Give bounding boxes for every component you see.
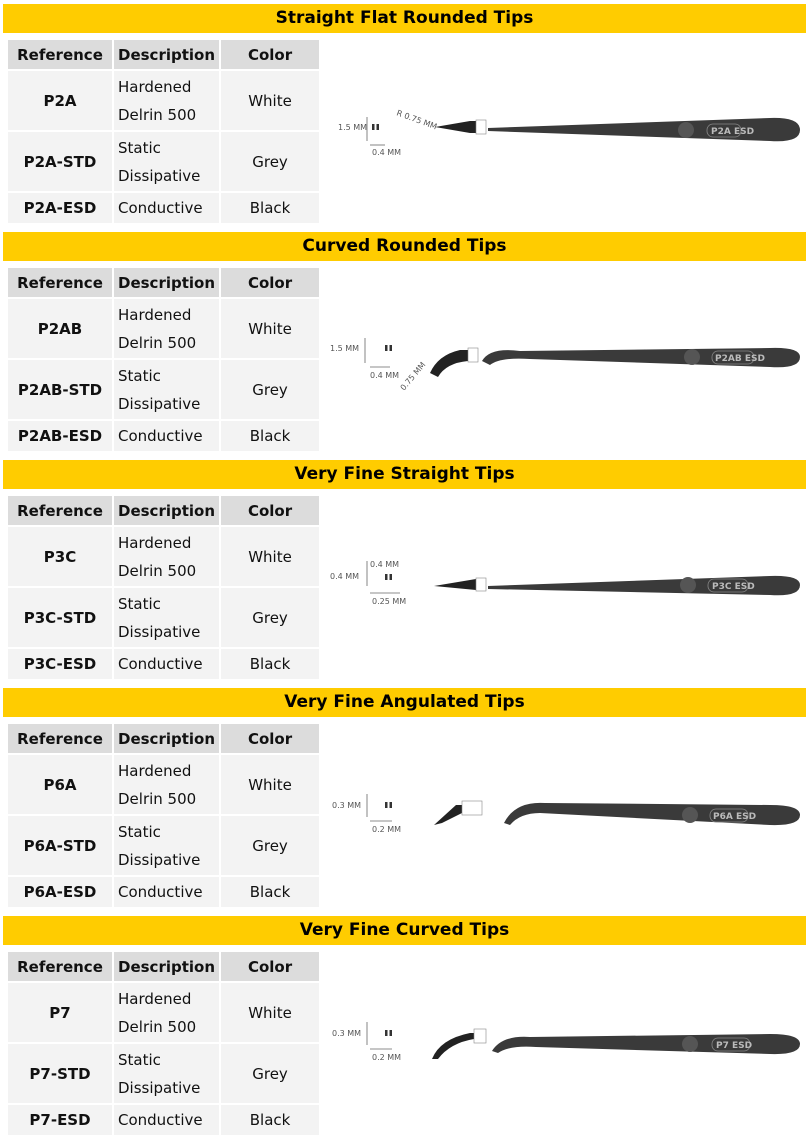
tweezer-illustration bbox=[330, 75, 805, 185]
table-row bbox=[8, 649, 319, 679]
svg-text:0.4 MM: 0.4 MM bbox=[330, 572, 360, 581]
svg-text:P7 ESD: P7 ESD bbox=[716, 1041, 753, 1051]
header-description: Description bbox=[114, 724, 219, 753]
svg-text:1.5 MM: 1.5 MM bbox=[330, 344, 360, 353]
table-row bbox=[8, 755, 319, 814]
header-reference: Reference bbox=[8, 496, 112, 525]
svg-text:0.4 MM: 0.4 MM bbox=[370, 371, 400, 380]
section-title: Very Fine Angulated Tips bbox=[3, 688, 806, 717]
description-cell: Hardened Delrin 500 bbox=[114, 755, 219, 814]
description-cell: Static Dissipative bbox=[114, 588, 219, 647]
tweezer-illustration bbox=[330, 759, 805, 869]
header-color: Color bbox=[221, 268, 319, 297]
color-cell: Black bbox=[221, 649, 319, 679]
tweezer-illustration bbox=[330, 987, 805, 1097]
header-reference: Reference bbox=[8, 952, 112, 981]
table-row bbox=[8, 421, 319, 451]
header-description: Description bbox=[114, 952, 219, 981]
table-row bbox=[8, 588, 319, 647]
color-cell: Black bbox=[221, 193, 319, 223]
table-row bbox=[8, 816, 319, 875]
spec-table bbox=[6, 266, 321, 453]
reference-cell: P3C bbox=[8, 527, 112, 586]
table-row bbox=[8, 983, 319, 1042]
table-row bbox=[8, 877, 319, 907]
color-cell: Grey bbox=[221, 588, 319, 647]
description-cell: Hardened Delrin 500 bbox=[114, 983, 219, 1042]
table-row bbox=[8, 132, 319, 191]
color-cell: White bbox=[221, 755, 319, 814]
header-reference: Reference bbox=[8, 268, 112, 297]
header-reference: Reference bbox=[8, 724, 112, 753]
table-row bbox=[8, 360, 319, 419]
svg-text:P2AB ESD: P2AB ESD bbox=[715, 354, 765, 364]
table-row bbox=[8, 299, 319, 358]
color-cell: Grey bbox=[221, 1044, 319, 1103]
description-cell: Static Dissipative bbox=[114, 1044, 219, 1103]
svg-text:P2A ESD: P2A ESD bbox=[711, 127, 755, 137]
tweezer-illustration bbox=[330, 303, 805, 413]
table-row bbox=[8, 193, 319, 223]
reference-cell: P3C-ESD bbox=[8, 649, 112, 679]
description-cell: Static Dissipative bbox=[114, 360, 219, 419]
svg-text:0.4 MM: 0.4 MM bbox=[370, 560, 400, 569]
header-description: Description bbox=[114, 496, 219, 525]
reference-cell: P6A bbox=[8, 755, 112, 814]
description-cell: Conductive bbox=[114, 1105, 219, 1135]
description-cell: Static Dissipative bbox=[114, 132, 219, 191]
reference-cell: P2A bbox=[8, 71, 112, 130]
color-cell: Black bbox=[221, 877, 319, 907]
spec-table bbox=[6, 38, 321, 225]
reference-cell: P2AB-ESD bbox=[8, 421, 112, 451]
svg-text:0.2 MM: 0.2 MM bbox=[372, 1053, 402, 1062]
reference-cell: P2AB-STD bbox=[8, 360, 112, 419]
svg-text:0.3 MM: 0.3 MM bbox=[332, 801, 362, 810]
svg-text:0.2 MM: 0.2 MM bbox=[372, 825, 402, 834]
svg-text:0.25 MM: 0.25 MM bbox=[372, 597, 407, 606]
header-color: Color bbox=[221, 496, 319, 525]
description-cell: Hardened Delrin 500 bbox=[114, 71, 219, 130]
header-reference: Reference bbox=[8, 40, 112, 69]
spec-table bbox=[6, 494, 321, 681]
svg-text:R 0.75 MM: R 0.75 MM bbox=[395, 108, 439, 132]
reference-cell: P6A-STD bbox=[8, 816, 112, 875]
description-cell: Conductive bbox=[114, 877, 219, 907]
description-cell: Conductive bbox=[114, 649, 219, 679]
table-row bbox=[8, 1044, 319, 1103]
svg-text:P3C ESD: P3C ESD bbox=[712, 582, 755, 592]
section-title: Very Fine Curved Tips bbox=[3, 916, 806, 945]
color-cell: White bbox=[221, 299, 319, 358]
reference-cell: P2AB bbox=[8, 299, 112, 358]
header-description: Description bbox=[114, 40, 219, 69]
svg-text:0.4 MM: 0.4 MM bbox=[372, 148, 402, 157]
tweezer-illustration bbox=[330, 531, 805, 641]
section-title: Very Fine Straight Tips bbox=[3, 460, 806, 489]
color-cell: White bbox=[221, 71, 319, 130]
description-cell: Hardened Delrin 500 bbox=[114, 299, 219, 358]
reference-cell: P3C-STD bbox=[8, 588, 112, 647]
section-title: Curved Rounded Tips bbox=[3, 232, 806, 261]
color-cell: Black bbox=[221, 1105, 319, 1135]
spec-table bbox=[6, 722, 321, 909]
reference-cell: P2A-ESD bbox=[8, 193, 112, 223]
section-title: Straight Flat Rounded Tips bbox=[3, 4, 806, 33]
color-cell: White bbox=[221, 527, 319, 586]
reference-cell: P6A-ESD bbox=[8, 877, 112, 907]
header-color: Color bbox=[221, 952, 319, 981]
svg-text:P6A ESD: P6A ESD bbox=[713, 812, 757, 822]
svg-text:0.75 MM: 0.75 MM bbox=[398, 360, 428, 393]
color-cell: Grey bbox=[221, 132, 319, 191]
color-cell: Black bbox=[221, 421, 319, 451]
header-color: Color bbox=[221, 724, 319, 753]
header-description: Description bbox=[114, 268, 219, 297]
reference-cell: P7-ESD bbox=[8, 1105, 112, 1135]
description-cell: Conductive bbox=[114, 193, 219, 223]
header-color: Color bbox=[221, 40, 319, 69]
color-cell: White bbox=[221, 983, 319, 1042]
svg-text:0.3 MM: 0.3 MM bbox=[332, 1029, 362, 1038]
table-row bbox=[8, 71, 319, 130]
spec-table bbox=[6, 950, 321, 1137]
table-row bbox=[8, 527, 319, 586]
color-cell: Grey bbox=[221, 816, 319, 875]
svg-text:1.5 MM: 1.5 MM bbox=[338, 123, 368, 132]
reference-cell: P7 bbox=[8, 983, 112, 1042]
description-cell: Static Dissipative bbox=[114, 816, 219, 875]
reference-cell: P2A-STD bbox=[8, 132, 112, 191]
color-cell: Grey bbox=[221, 360, 319, 419]
table-row bbox=[8, 1105, 319, 1135]
reference-cell: P7-STD bbox=[8, 1044, 112, 1103]
description-cell: Hardened Delrin 500 bbox=[114, 527, 219, 586]
description-cell: Conductive bbox=[114, 421, 219, 451]
